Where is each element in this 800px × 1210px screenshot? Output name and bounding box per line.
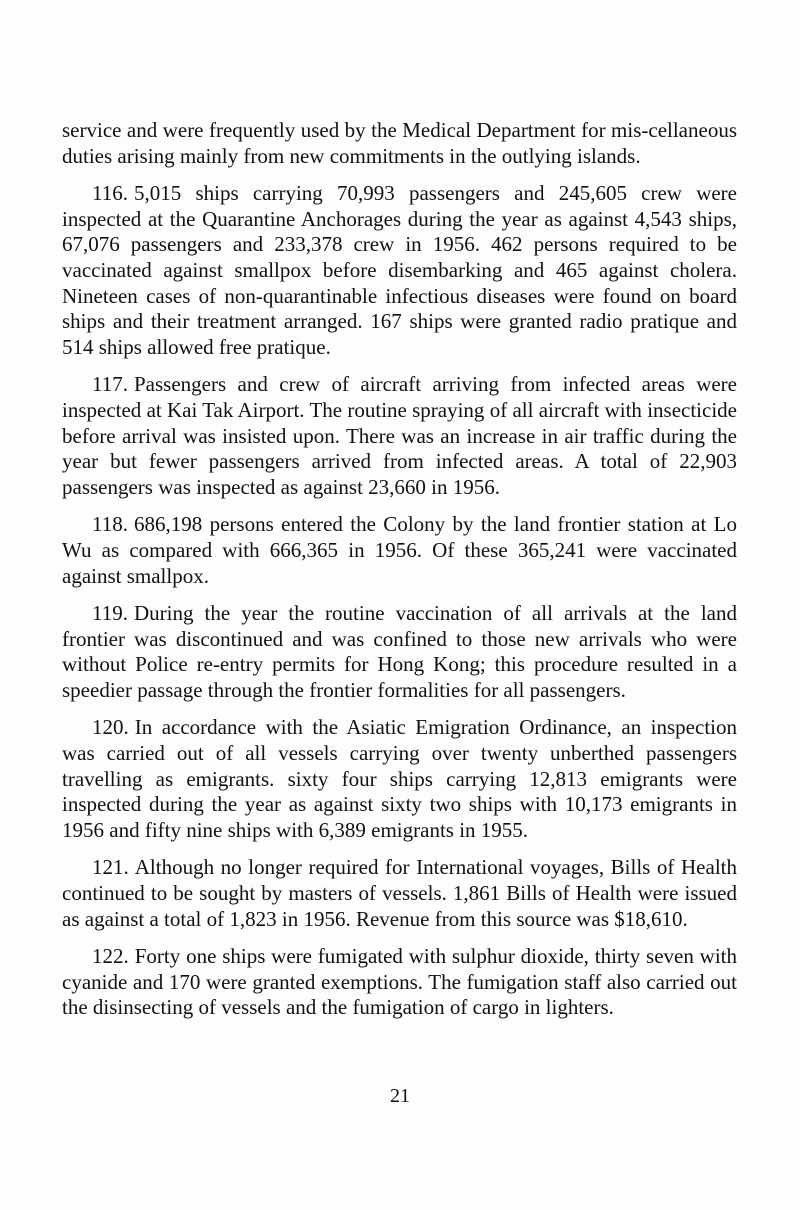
paragraph-text: Forty one ships were fumigated with sulphur dioxide, thirty seven with cyanide and 170 were granted exemptions. The fumigation staff also carried out the disinsecting of vessels and the fumigation of cargo in lighters.	[62, 944, 737, 1020]
paragraph-120	[62, 715, 737, 843]
paragraph-121	[62, 855, 737, 932]
paragraph-116	[62, 181, 737, 360]
paragraph-number: 119.	[92, 601, 128, 626]
paragraph-number: 116.	[92, 181, 128, 206]
paragraph-text: In accordance with the Asiatic Emigration Ordinance, an inspection was carried out of all vessels carrying over twenty unberthed passengers travelling as emigrants. sixty four ships carrying 12,813 emigrants were inspected during the year as against sixty two ships with 10,173 emigrants in 1956 and fifty nine ships with 6,389 emigrants in 1955.	[62, 715, 737, 842]
paragraph-122	[62, 944, 737, 1021]
paragraph-text: During the year the routine vaccination of all arrivals at the land frontier was discontinued and was confined to those new arrivals who were without Police re-entry permits for Hong Kong; this procedure resulted in a speedier passage through the frontier formalities for all passengers.	[62, 601, 737, 702]
paragraph-text: Passengers and crew of aircraft arriving from infected areas were inspected at Kai Tak Airport. The routine spraying of all aircraft with insecticide before arrival was insisted upon. There was an increase in air traffic during the year but fewer passengers arrived from infected areas. A total of 22,903 passengers was inspected as against 23,660 in 1956.	[62, 372, 737, 499]
paragraph-117	[62, 372, 737, 500]
paragraph-number: 118.	[92, 512, 128, 537]
paragraph-118	[62, 512, 737, 589]
paragraph-number: 120.	[92, 715, 129, 740]
paragraph-number: 117.	[92, 372, 128, 397]
paragraph-119	[62, 601, 737, 703]
continuation-paragraph: service and were frequently used by the Medical Department for mis-cellaneous duties arising mainly from new commitments in the outlying islands.	[62, 118, 737, 168]
page-number: 21	[390, 1085, 410, 1107]
paragraph-text: 5,015 ships carrying 70,993 passengers and 245,605 crew were inspected at the Quarantine Anchorages during the year as against 4,543 ships, 67,076 passengers and 233,378 crew in 1956. 462 persons required to be vaccinated against smallpox before disembarking and 465 against cholera. Nineteen cases of non-quarantinable infectious diseases were found on board ships and their treatment arranged. 167 ships were granted radio pratique and 514 ships allowed free pratique.	[62, 181, 737, 359]
paragraph-number: 122.	[92, 944, 129, 969]
paragraph-number: 121.	[92, 855, 129, 880]
paragraph-text: Although no longer required for International voyages, Bills of Health continued to be sought by masters of vessels. 1,861 Bills of Health were issued as against a total of 1,823 in 1956. Revenue from this source was $18,610.	[62, 855, 737, 931]
document-body	[62, 118, 737, 1033]
paragraph-text: 686,198 persons entered the Colony by the land frontier station at Lo Wu as compared with 666,365 in 1956. Of these 365,241 were vaccinated against smallpox.	[62, 512, 737, 588]
